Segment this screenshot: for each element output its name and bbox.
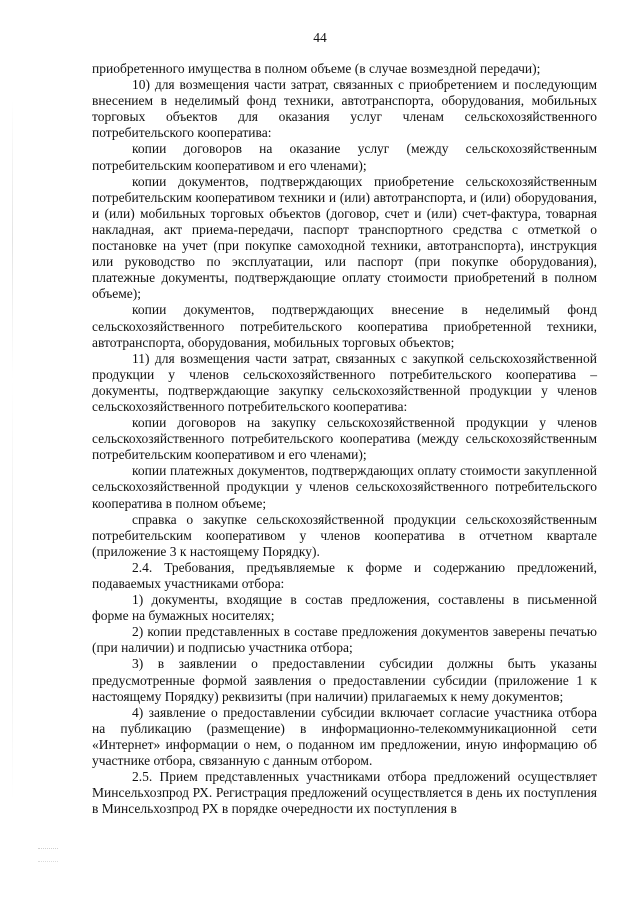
scan-artifact [38, 848, 58, 862]
paragraph: копии договоров на оказание услуг (между сельскохозяйственным потребительским кооперативом и его членами); [92, 141, 597, 173]
paragraph: копии договоров на закупку сельскохозяйственной продукции у членов сельскохозяйственного потребительского кооператива (между сельскохозяйственным потребительским кооперативом и его членами); [92, 415, 597, 463]
paragraph: 2) копии представленных в составе предложения документов заверены печатью (при наличии) и подписью участника отбора; [92, 624, 597, 656]
paragraph: 11) для возмещения части затрат, связанных с закупкой сельскохозяйственной продукции у членов сельскохозяйственного потребительского кооператива – документы, подтверждающие закупку сельскохозяйственной продукции у членов сельскохозяйственного потребительского кооператива: [92, 350, 597, 414]
paragraph: справка о закупке сельскохозяйственной продукции сельскохозяйственным потребительским кооперативом у членов кооператива в отчетном квартале (приложение 3 к настоящему Порядку). [92, 511, 597, 559]
paragraph: 3) в заявлении о предоставлении субсидии должны быть указаны предусмотренные формой заявления о предоставлении субсидии (приложение 1 к настоящему Порядку) реквизиты (при наличии) прилагаемых к нему документов; [92, 656, 597, 704]
paragraph: копии документов, подтверждающих внесение в неделимый фонд сельскохозяйственного потребительского кооператива приобретенной техники, автотранспорта, оборудования, мобильных торговых объектов; [92, 302, 597, 350]
scan-edge-shadow [12, 100, 13, 800]
paragraph: 2.5. Прием представленных участниками отбора предложений осуществляет Минсельхозпрод РХ. Регистрация предложений осуществляется в день их поступления в Минсельхозпрод РХ в порядке очередности их поступления в [92, 769, 597, 817]
paragraph: 4) заявление о предоставлении субсидии включает согласие участника отбора на публикацию (размещение) в информационно-телекоммуникационной сети «Интернет» информации о нем, о поданном им предложении, иную информацию об участнике отбора, связанную с данным отбором. [92, 704, 597, 769]
paragraph: 10) для возмещения части затрат, связанных с приобретением и последующим внесением в неделимый фонд техники, автотранспорта, оборудования, мобильных торговых объектов для оказания услуг членам сельскохозяйственного потребительского кооператива: [92, 77, 597, 141]
document-body [92, 61, 597, 817]
paragraph: 1) документы, входящие в состав предложения, составлены в письменной форме на бумажных носителях; [92, 592, 597, 624]
paragraph: приобретенного имущества в полном объеме (в случае возмездной передачи); [92, 61, 541, 76]
paragraph: 2.4. Требования, предъявляемые к форме и содержанию предложений, подаваемых участниками отбора: [92, 559, 597, 591]
paragraph: копии документов, подтверждающих приобретение сельскохозяйственным потребительским кооперативом техники и (или) автотранспорта, и (или) оборудования, и (или) мобильных торговых объектов (договор, счет и (или) счет-фактура, товарная накладная, акт приема-передачи, паспорт транспортного средства с отметкой о постановке на учет (при покупке самоходной техники, автотранспорта), инструкция или руководство по эксплуатации, или паспорт (при покупке оборудования), платежные документы, подтверждающие оплату стоимости приобретений в полном объеме); [92, 173, 597, 302]
paragraph: копии платежных документов, подтверждающих оплату стоимости закупленной сельскохозяйственной продукции у членов сельскохозяйственного потребительского кооператива в полном объеме; [92, 463, 597, 511]
page-number: 44 [313, 30, 327, 45]
